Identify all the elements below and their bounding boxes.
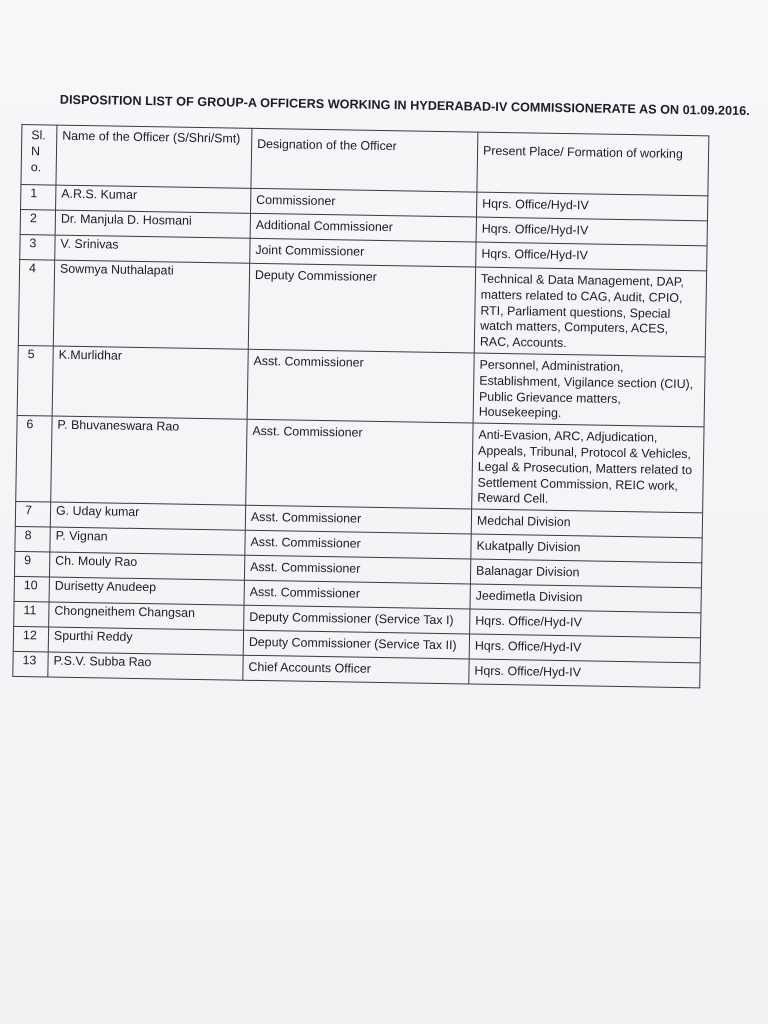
document-body <box>12 92 750 689</box>
cell-sl: 9 <box>14 552 49 578</box>
cell-sl: 3 <box>20 234 55 260</box>
cell-place: Hqrs. Office/Hyd-IV <box>476 242 707 271</box>
cell-place: Medchal Division <box>471 509 702 538</box>
cell-sl: 4 <box>18 259 54 346</box>
cell-name: V. Srinivas <box>55 235 250 263</box>
cell-name: P. Bhuvaneswara Rao <box>51 416 247 505</box>
cell-designation: Asst. Commissioner <box>247 349 474 423</box>
cell-place: Hqrs. Office/Hyd-IV <box>469 634 700 663</box>
cell-place: Anti-Evasion, ARC, Adjudication, Appeals, Tribunal, Protocol & Vehicles, Legal & Prosecution, Matters related to Settlement Commission, REIC work, Reward Cell. <box>472 423 704 513</box>
cell-sl: 7 <box>15 502 50 528</box>
cell-designation: Asst. Commissioner <box>245 530 471 559</box>
table-row <box>17 345 705 427</box>
cell-designation: Deputy Commissioner <box>248 263 475 353</box>
header-sl-no: Sl. N o. <box>21 125 57 186</box>
cell-sl: 12 <box>13 627 48 653</box>
cell-place: Hqrs. Office/Hyd-IV <box>476 217 707 246</box>
table-row <box>16 416 704 513</box>
cell-place: Hqrs. Office/Hyd-IV <box>469 659 700 688</box>
cell-name: K.Murlidhar <box>52 346 248 419</box>
header-present-place: Present Place/ Formation of working <box>477 132 709 196</box>
cell-designation: Additional Commissioner <box>250 213 476 242</box>
table-header-row <box>21 125 709 196</box>
cell-name: Dr. Manjula D. Hosmani <box>55 210 250 238</box>
cell-place: Personnel, Administration, Establishment, Vigilance section (CIU), Public Grievance matters, Housekeeping. <box>473 353 705 427</box>
cell-designation: Deputy Commissioner (Service Tax I) <box>244 605 470 634</box>
cell-sl: 13 <box>13 652 48 678</box>
cell-name: P. Vignan <box>50 527 245 555</box>
cell-sl: 6 <box>16 416 52 503</box>
cell-designation: Chief Accounts Officer <box>243 655 469 684</box>
cell-place: Jeedimetla Division <box>470 584 701 613</box>
cell-name: Ch. Mouly Rao <box>49 552 244 580</box>
officers-table <box>12 124 709 688</box>
cell-name: Sowmya Nuthalapati <box>53 260 249 349</box>
header-officer-name: Name of the Officer (S/Shri/Smt) <box>56 125 252 188</box>
cell-name: A.R.S. Kumar <box>56 185 251 213</box>
document-title: DISPOSITION LIST OF GROUP-A OFFICERS WORKING IN HYDERABAD-IV COMMISSIONERATE AS ON 01.09.2016. <box>59 92 750 119</box>
cell-name: Spurthi Reddy <box>48 627 243 655</box>
cell-designation: Asst. Commissioner <box>245 505 471 534</box>
cell-place: Kukatpally Division <box>471 534 702 563</box>
cell-designation: Deputy Commissioner (Service Tax II) <box>243 630 469 659</box>
cell-place: Technical & Data Management, DAP, matters related to CAG, Audit, CPIO, RTI, Parliament questions, Special watch matters, Computers, ACES, RAC, Accounts. <box>474 267 706 357</box>
cell-name: Chongneithem Changsan <box>49 602 244 630</box>
cell-sl: 11 <box>14 602 49 628</box>
cell-sl: 8 <box>15 527 50 553</box>
cell-place: Hqrs. Office/Hyd-IV <box>470 609 701 638</box>
cell-sl: 2 <box>20 209 55 235</box>
table-row <box>18 259 706 356</box>
cell-designation: Joint Commissioner <box>250 238 476 267</box>
cell-designation: Asst. Commissioner <box>246 419 473 509</box>
cell-name: P.S.V. Subba Rao <box>48 652 243 680</box>
cell-name: G. Uday kumar <box>50 502 245 530</box>
cell-designation: Commissioner <box>251 188 477 217</box>
cell-place: Hqrs. Office/Hyd-IV <box>476 192 707 221</box>
header-designation: Designation of the Officer <box>251 128 478 192</box>
cell-sl: 1 <box>21 184 56 210</box>
cell-sl: 10 <box>14 577 49 603</box>
cell-name: Durisetty Anudeep <box>49 577 244 605</box>
cell-designation: Asst. Commissioner <box>244 555 470 584</box>
cell-place: Balanagar Division <box>470 559 701 588</box>
cell-sl: 5 <box>17 345 53 416</box>
cell-designation: Asst. Commissioner <box>244 580 470 609</box>
